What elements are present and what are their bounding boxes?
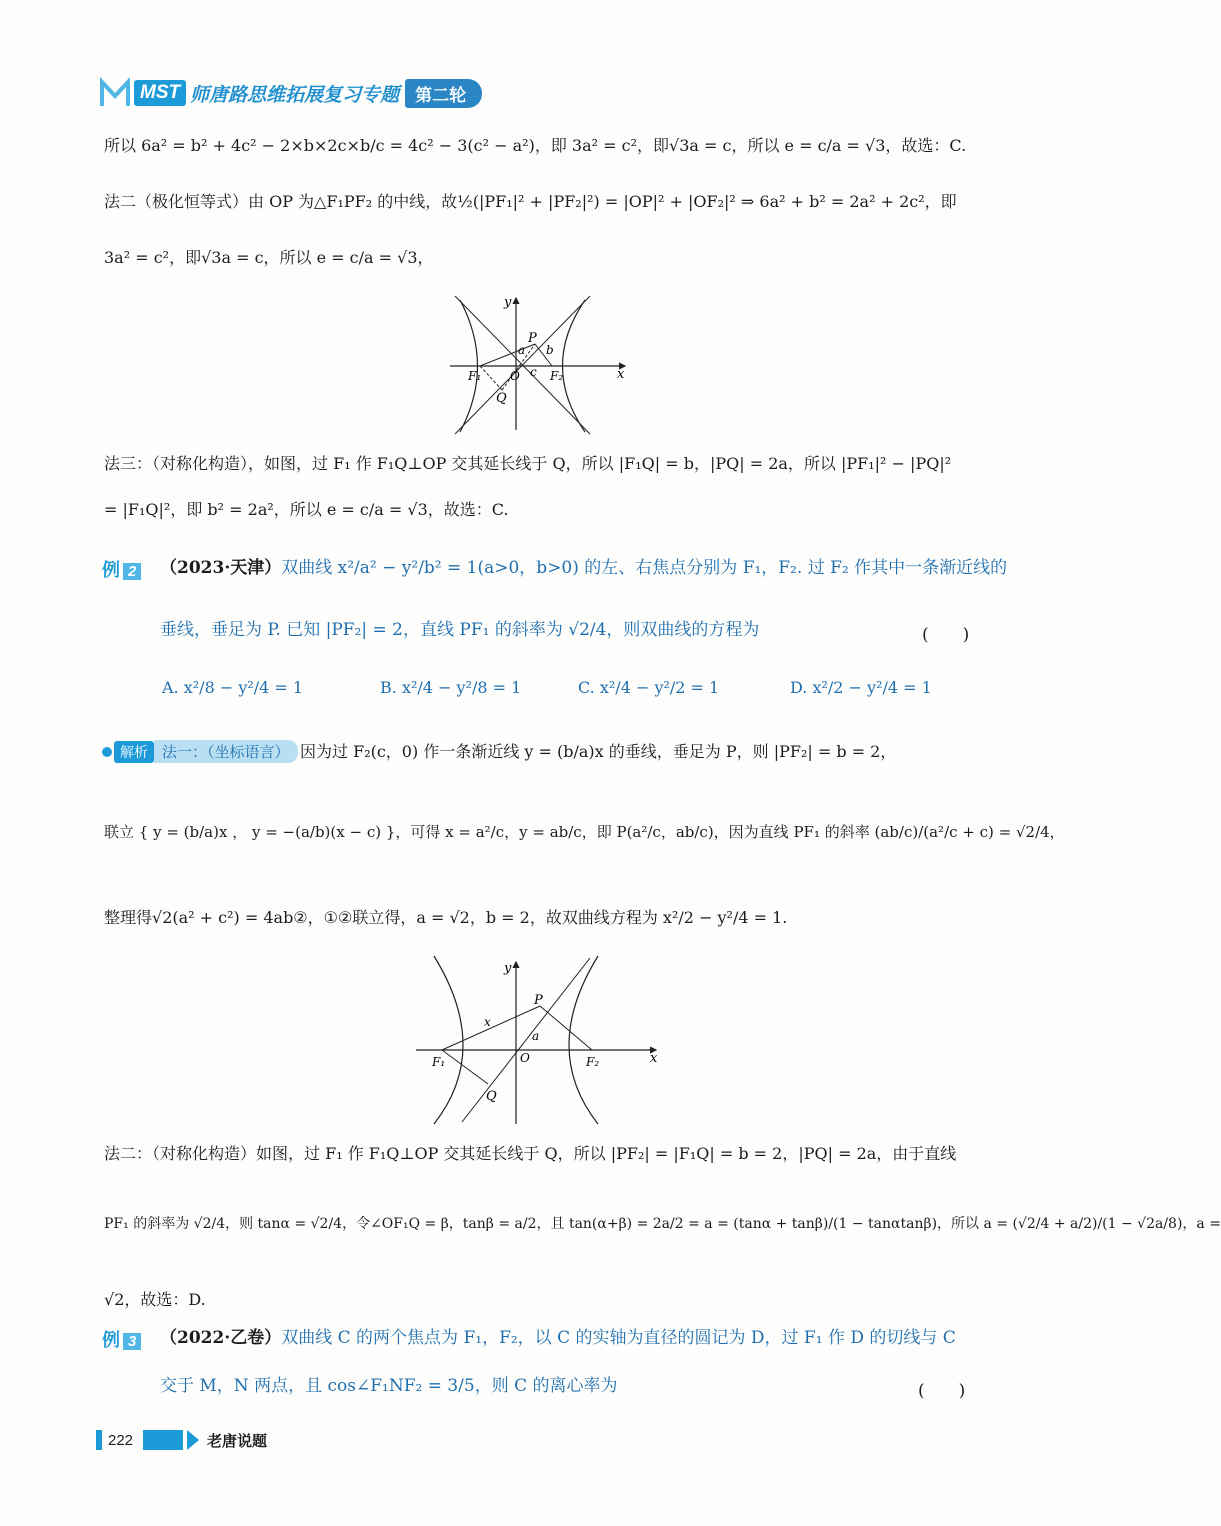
label-p: P [528,331,537,346]
body-line-2: 法二（极化恒等式）由 OP 为△F₁PF₂ 的中线，故½(|PF₁|² + |PF₂|²) = |OP|² + |OF₂|² ⇒ 6a² + b² = 2a² + 2c²，即 [104,192,957,211]
asymptote-3 [462,958,590,1122]
series-title: 师唐路思维拓展复习专题 [190,84,400,106]
label-f2-2: F₂ [586,1055,600,1069]
label-c: c [530,365,537,379]
example-3-label: 例 3 [102,1326,141,1352]
round-badge: 第二轮 [405,79,482,108]
label-q: Q [496,391,507,406]
solution-line-3: 整理得√2(a² + c²) = 4ab②，①②联立得，a = √2，b = 2，故双曲线方程为 x²/2 − y²/4 = 1. [104,908,788,927]
example-3-source: （2022·乙卷） [160,1328,282,1348]
solution-line-5: PF₁ 的斜率为 √2/4，则 tanα = √2/4，令∠OF₁Q = β，tanβ = a/2，且 tan(α+β) = 2a/2 = a = (tanα + tanβ)/(1 − tanαtanβ)，所以 a = (√2/4 + a/2)/(1 − √2a/8)，a = [104,1216,1221,1232]
solution-line-6: √2，故选：D. [104,1290,206,1309]
solution-header [102,740,302,763]
segment-f1-p-2 [442,1006,540,1050]
solution-line-1: 因为过 F₂(c，0) 作一条渐近线 y = (b/a)x 的垂线，垂足为 P，则 |PF₂| = b = 2， [300,742,897,761]
page-footer [96,1428,267,1452]
label-x-2: x [650,1051,658,1066]
logo-m-icon [100,78,130,108]
segment-f1-q [480,366,502,390]
label-x-segment: x [484,1015,491,1029]
footer-stripes-icon [143,1430,183,1450]
label-y-2: y [504,961,512,976]
solution-dot-icon [102,747,112,757]
example-2-answer-blank: ( ) [922,625,970,645]
example-3-answer-blank: ( ) [918,1381,966,1401]
body-line-5: = |F₁Q|²，即 b² = 2a²，所以 e = c/a = √3，故选：C. [104,500,509,519]
figure-2-hyperbola [412,954,670,1126]
footer-title: 老唐说题 [207,1432,268,1450]
page-number: 222 [108,1431,134,1449]
label-o-2: O [520,1051,530,1065]
option-d[interactable]: D. x²/2 − y²/4 = 1 [790,678,932,697]
solution-line-4: 法二：（对称化构造）如图，过 F₁ 作 F₁Q⊥OP 交其延长线于 Q，所以 |PF₂| = |F₁Q| = b = 2，|PQ| = 2a，由于直线 [104,1144,957,1163]
figure-1-hyperbola [440,292,640,434]
option-b[interactable]: B. x²/4 − y²/8 = 1 [380,678,522,697]
page-header [100,76,482,110]
brand-label: MST [134,80,186,106]
solution-badge: 解析 [114,741,154,763]
example-3-text-2: 交于 M，N 两点，且 cos∠F₁NF₂ = 3/5，则 C 的离心率为 [160,1376,618,1396]
footer-bar-icon [96,1430,102,1450]
example-2-text-2: 垂线，垂足为 P. 已知 |PF₂| = 2，直线 PF₁ 的斜率为 √2/4，则双曲线的方程为 [160,620,760,640]
body-line-3: 3a² = c²，即√3a = c，所以 e = c/a = √3， [104,248,434,267]
label-x: x [617,367,625,382]
segment-p-f2-2 [540,1006,592,1050]
left-branch-2 [434,956,463,1124]
label-f1: F₁ [468,369,482,383]
example-3-text-1: （2022·乙卷）双曲线 C 的两个焦点为 F₁，F₂，以 C 的实轴为直径的圆记为 D，过 F₁ 作 D 的切线与 C [160,1328,956,1348]
option-c[interactable]: C. x²/4 − y²/2 = 1 [578,678,720,697]
solution-method-1: 法一：（坐标语言） [154,740,298,763]
label-f1-2: F₁ [432,1055,446,1069]
body-line-1: 所以 6a² = b² + 4c² − 2×b×2c×b/c = 4c² − 3(c² − a²)，即 3a² = c²，即√3a = c，所以 e = c/a = √3，故选：C. [104,136,967,155]
label-q-2: Q [486,1089,497,1104]
label-f2: F₂ [550,369,564,383]
label-a-2: a [532,1029,540,1043]
label-y: y [504,295,512,310]
label-b: b [546,343,554,357]
option-a[interactable]: A. x²/8 − y²/4 = 1 [162,678,304,697]
example-2-text-1: （2023·天津）双曲线 x²/a² − y²/b² = 1(a>0，b>0) 的左、右焦点分别为 F₁，F₂. 过 F₂ 作其中一条渐近线的 [160,558,1008,578]
segment-f1-q-2 [442,1050,488,1084]
example-2-source: （2023·天津） [160,558,282,578]
example-2-label: 例 2 [102,556,141,582]
label-o: O [510,369,520,383]
solution-line-2: 联立 { y = (b/a)x ， y = −(a/b)(x − c) }，可得 x = a²/c，y = ab/c，即 P(a²/c，ab/c)，因为直线 PF₁ 的斜率 (ab/c)/(a²/c + c) = √2/4， [104,823,1065,841]
footer-arrow-icon [187,1430,199,1450]
body-line-4: 法三：（对称化构造），如图，过 F₁ 作 F₁Q⊥OP 交其延长线于 Q，所以 |F₁Q| = b，|PQ| = 2a，所以 |PF₁|² − |PQ|² [104,454,952,473]
label-a: a [518,343,526,357]
label-p-2: P [534,993,543,1008]
right-branch-2 [569,956,598,1124]
